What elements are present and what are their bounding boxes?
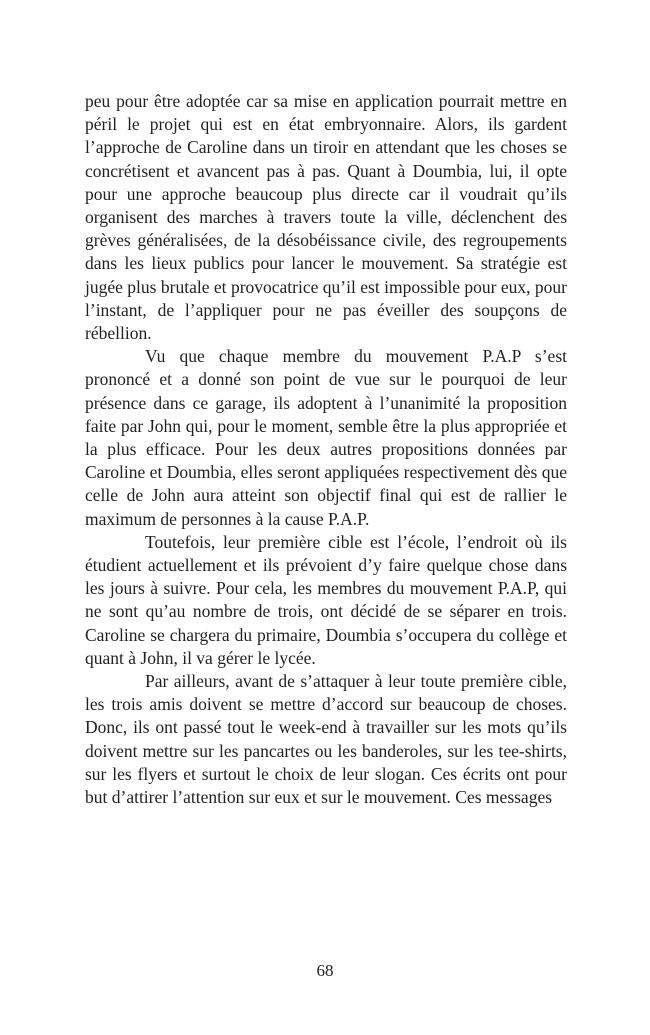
paragraph-2: Vu que chaque membre du mouvement P.A.P s’est prononcé et a donné son point de vue sur le pourquoi de leur présence dans ce garage, ils adoptent à l’unanimité la proposition faite par John qui, pour le moment, semble être la plus appropriée et la plus efficace. Pour les deux autres propositions données par Caroline et Doumbia, elles seront appliquées respectivement dès que celle de John aura atteint son objectif final qui est de rallier le maximum de personnes à la cause P.A.P. bbox=[85, 346, 567, 529]
page-number: 68 bbox=[316, 961, 334, 980]
paragraph-3: Toutefois, leur première cible est l’école, l’endroit où ils étudient actuellement et ils prévoient d’y faire quelque chose dans les jours à suivre. Pour cela, les membres du mouvement P.A.P, qui ne sont qu’au nombre de trois, ont décidé de se séparer en trois. Caroline se chargera du primaire, Doumbia s’occupera du collège et quant à John, il va gérer le lycée. bbox=[85, 531, 567, 668]
paragraph-4: Par ailleurs, avant de s’attaquer à leur toute première cible, les trois amis doivent se mettre d’accord sur beaucoup de choses. Donc, ils ont passé tout le week-end à travailler sur les mots qu’ils doivent mettre sur les pancartes ou les banderoles, sur les tee-shirts, sur les flyers et surtout le choix de leur slogan. Ces écrits ont pour but d’attirer l’attention sur eux et sur le mouvement. Ces messages bbox=[85, 671, 567, 808]
page-body bbox=[85, 90, 567, 809]
paragraph-1: peu pour être adoptée car sa mise en application pourrait mettre en péril le projet qui est en état embryonnaire. Alors, ils gardent l’approche de Caroline dans un tiroir en attendant que les choses se concrétisent et avancent pas à pas. Quant à Doumbia, lui, il opte pour une approche beaucoup plus directe car il voudrait qu’ils organisent des marches à travers toute la ville, déclenchent des grèves généralisées, de la désobéissance civile, des regroupements dans les lieux publics pour lancer le mouvement. Sa stratégie est jugée plus brutale et provocatrice qu’il est impossible pour eux, pour l’instant, de l’appliquer pour ne pas éveiller des soupçons de rébellion. bbox=[85, 91, 567, 344]
